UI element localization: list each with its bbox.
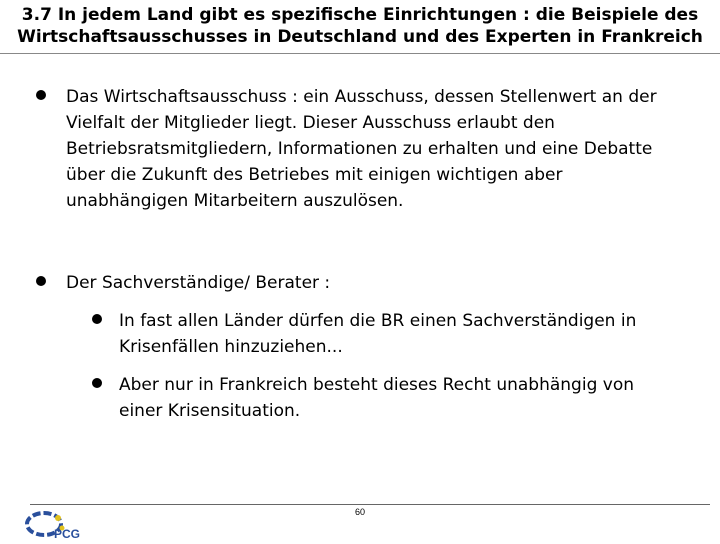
sub-bullet-marker	[92, 314, 102, 324]
slide-title	[0, 4, 720, 48]
bullet-marker	[36, 90, 46, 100]
pcg-logo	[22, 504, 92, 540]
footer-divider	[30, 504, 710, 505]
page-number: 60	[354, 507, 365, 517]
bullet-marker	[36, 276, 46, 286]
slide-title-line-2: Wirtschaftsausschusses in Deutschland und des Experten in Frankreich	[17, 27, 703, 47]
bullet-sachverstaendige	[66, 270, 330, 296]
text-line: unabhängigen Mitarbeitern auszulösen.	[66, 191, 404, 211]
pcg-logo-icon	[22, 504, 92, 540]
text-line: Vielfalt der Mitglieder liegt. Dieser Ausschuss erlaubt den	[66, 113, 555, 133]
title-divider	[0, 53, 720, 54]
logo-text: PCG	[54, 527, 81, 540]
text-line: Krisenfällen hinzuziehen...	[119, 337, 343, 357]
sub-bullet-marker	[92, 378, 102, 388]
text-line: In fast allen Länder dürfen die BR einen Sachverständigen in	[119, 311, 637, 331]
text-line: Aber nur in Frankreich besteht dieses Recht unabhängig von	[119, 375, 634, 395]
text-line: Das Wirtschaftsausschuss : ein Ausschuss, dessen Stellenwert an der	[66, 87, 657, 107]
text-line: Der Sachverständige/ Berater :	[66, 273, 331, 293]
sub-bullet-frankreich	[119, 372, 634, 424]
slide-title-line-1: 3.7 In jedem Land gibt es spezifische Einrichtungen : die Beispiele des	[21, 5, 699, 25]
text-line: einer Krisensituation.	[119, 401, 301, 421]
bullet-wirtschaftsausschuss	[66, 84, 657, 214]
text-line: über die Zukunft des Betriebes mit einigen wichtigen aber	[66, 165, 563, 185]
text-line: Betriebsratsmitgliedern, Informationen zu erhalten und eine Debatte	[66, 139, 653, 159]
sub-bullet-krisenfaelle	[119, 308, 636, 360]
